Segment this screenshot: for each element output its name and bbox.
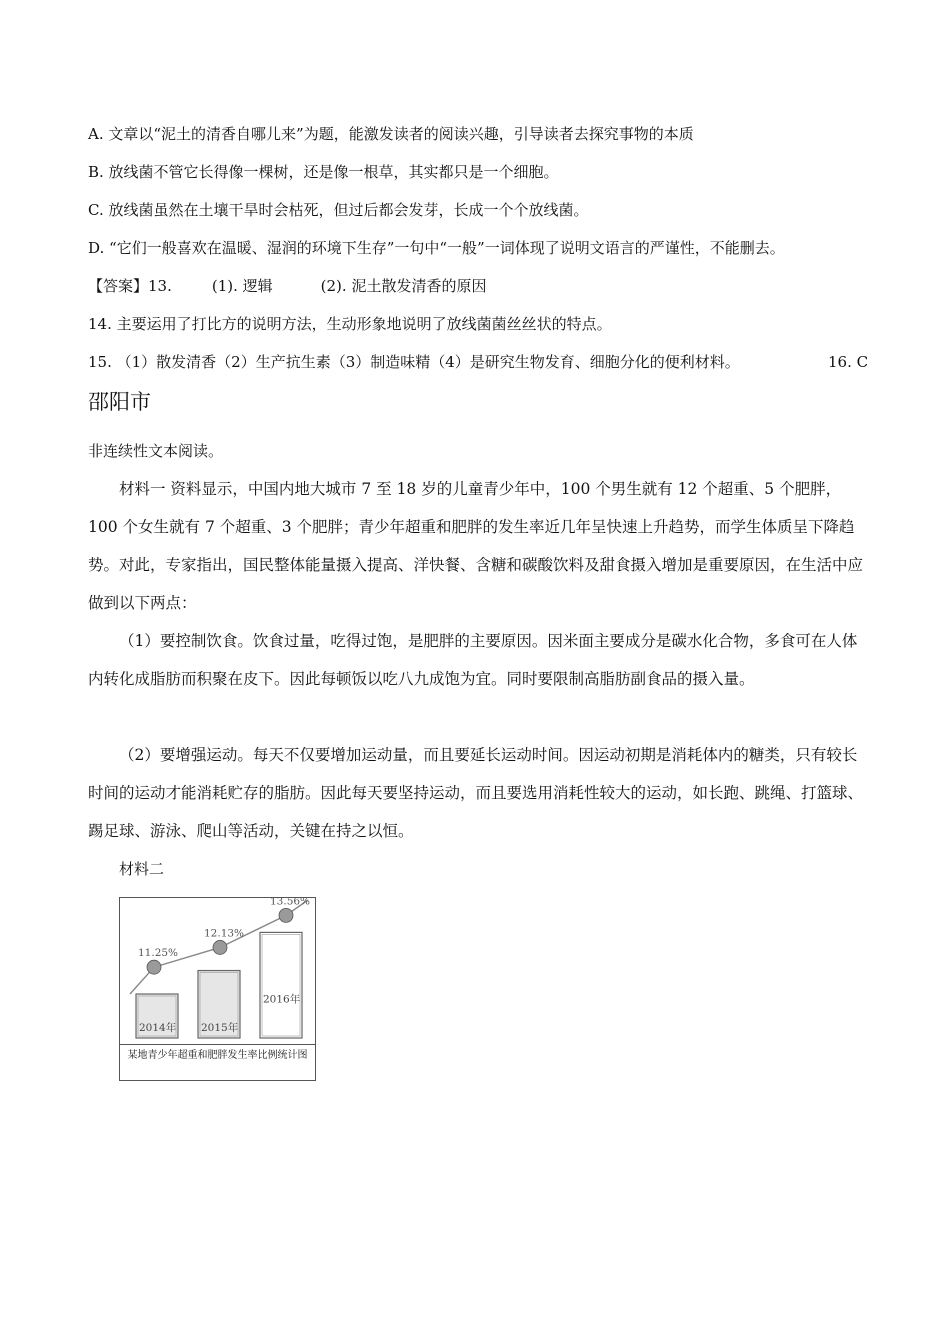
data-point bbox=[213, 940, 227, 954]
value-label: 11.25% bbox=[138, 947, 179, 960]
category-label: 2015年 bbox=[201, 1022, 239, 1034]
answer-13-1: (1). 逻辑 bbox=[211, 277, 273, 295]
point-one: （1）要控制饮食。饮食过量，吃得过饱，是肥胖的主要原因。因米面主要成分是碳水化合物，多食可在人体内转化成脂肪而积聚在皮下。因此每顿饭以吃八九成饱为宜。同时要限制高脂肪副食品的摄入量。 bbox=[88, 632, 858, 688]
answer-14: 14. 主要运用了打比方的说明方法，生动形象地说明了放线菌菌丝丝状的特点。 bbox=[88, 315, 612, 333]
category-label: 2016年 bbox=[263, 993, 301, 1006]
section-title: 邵阳市 bbox=[88, 390, 151, 414]
chart-title: 某地青少年超重和肥胖发生率比例统计图 bbox=[120, 1044, 315, 1080]
material-one: 材料一 资料显示，中国内地大城市 7 至 18 岁的儿童青少年中，100 个男生就有 12 个超重、5 个肥胖，100 个女生就有 7 个超重、3 个肥胖；青少年超重和肥胖的发生率近几年呈快速上升趋势，而学生体质呈下降趋势。对此，专家指出，国民整体能量摄入提高、洋快餐、含糖和碳酸饮料及甜食摄入增加是重要原因，在生活中应做到以下两点： bbox=[88, 480, 864, 612]
category-label: 2014年 bbox=[139, 1022, 177, 1034]
option-b: B. 放线菌不管它长得像一棵树，还是像一根草，其实都只是一个细胞。 bbox=[88, 163, 559, 181]
option-a: A. 文章以“泥土的清香自哪儿来”为题，能激发读者的阅读兴趣，引导读者去探究事物的本质 bbox=[88, 125, 694, 143]
value-label: 13.56% bbox=[270, 898, 311, 908]
material-two-label: 材料二 bbox=[119, 860, 165, 878]
answer-13-2: (2). 泥土散发清香的原因 bbox=[320, 277, 487, 295]
point-two: （2）要增强运动。每天不仅要增加运动量，而且要延长运动时间。因运动初期是消耗体内的糖类，只有较长时间的运动才能消耗贮存的脂肪。因此每天要坚持运动，而且要选用消耗性较大的运动，如长跑、跳绳、打篮球、踢足球、游泳、爬山等活动，关键在持之以恒。 bbox=[88, 746, 864, 840]
answer-15: 15. （1）散发清香（2）生产抗生素（3）制造味精（4）是研究生物发育、细胞分化的便利材料。 bbox=[88, 353, 740, 371]
data-point bbox=[279, 908, 293, 922]
bar-2016年 bbox=[260, 932, 302, 1038]
option-c: C. 放线菌虽然在土壤干旱时会枯死，但过后都会发芽，长成一个个放线菌。 bbox=[88, 201, 589, 219]
answer-13 bbox=[88, 276, 486, 296]
data-point bbox=[147, 960, 161, 974]
value-label: 12.13% bbox=[204, 927, 245, 940]
answer-16: 16. C bbox=[828, 353, 869, 371]
answer-label: 【答案】13. bbox=[88, 277, 172, 295]
section-intro: 非连续性文本阅读。 bbox=[88, 442, 224, 460]
bar-chart bbox=[119, 897, 316, 1081]
chart-plot bbox=[120, 898, 315, 1044]
option-d: D. “它们一般喜欢在温暖、湿润的环境下生存”一句中“一般”一词体现了说明文语言的严谨性，不能删去。 bbox=[88, 239, 785, 257]
